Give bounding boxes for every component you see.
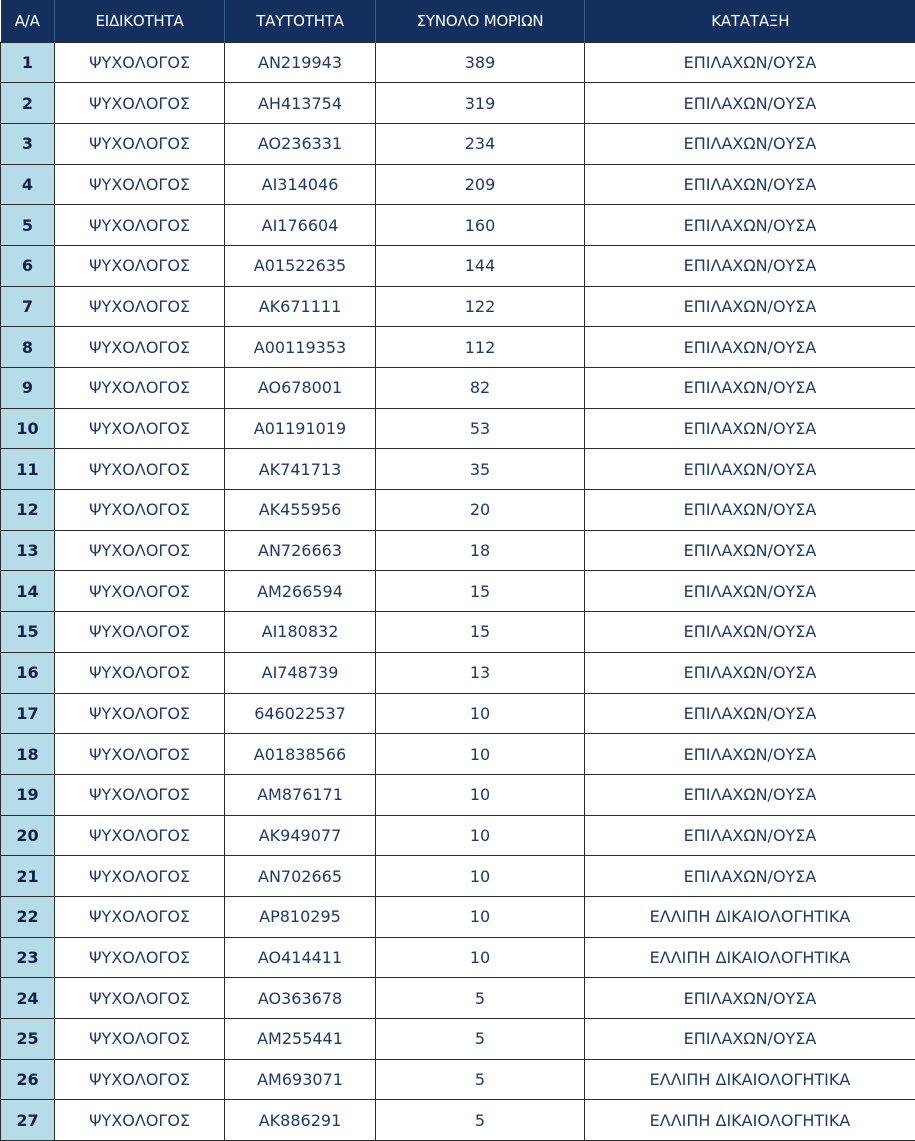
table-row: [1, 123, 915, 164]
cell-score: 10: [376, 774, 585, 815]
cell-score: 20: [376, 490, 585, 531]
cell-id: AI748739: [225, 652, 376, 693]
cell-rank: ΕΠΙΛΑΧΩΝ/ΟΥΣΑ: [585, 123, 915, 164]
cell-score: 209: [376, 164, 585, 205]
cell-id: 646022537: [225, 693, 376, 734]
cell-score: 10: [376, 693, 585, 734]
cell-aa: 16: [1, 652, 55, 693]
cell-id: AP810295: [225, 896, 376, 937]
cell-id: AO363678: [225, 978, 376, 1019]
cell-score: 15: [376, 612, 585, 653]
cell-specialty: ΨΥΧΟΛΟΓΟΣ: [55, 449, 225, 490]
table-row: [1, 408, 915, 449]
cell-rank: ΕΠΙΛΑΧΩΝ/ΟΥΣΑ: [585, 652, 915, 693]
cell-specialty: ΨΥΧΟΛΟΓΟΣ: [55, 571, 225, 612]
cell-score: 144: [376, 245, 585, 286]
cell-rank: ΕΠΙΛΑΧΩΝ/ΟΥΣΑ: [585, 327, 915, 368]
cell-score: 10: [376, 856, 585, 897]
table-header: [1, 0, 915, 42]
header-score: ΣΥΝΟΛΟ ΜΟΡΙΩΝ: [376, 0, 585, 42]
cell-aa: 1: [1, 42, 55, 83]
cell-score: 13: [376, 652, 585, 693]
cell-id: AH413754: [225, 83, 376, 124]
header-aa: Α/Α: [1, 0, 55, 42]
cell-id: A01522635: [225, 245, 376, 286]
cell-id: AI176604: [225, 205, 376, 246]
cell-specialty: ΨΥΧΟΛΟΓΟΣ: [55, 83, 225, 124]
cell-aa: 24: [1, 978, 55, 1019]
cell-specialty: ΨΥΧΟΛΟΓΟΣ: [55, 774, 225, 815]
cell-specialty: ΨΥΧΟΛΟΓΟΣ: [55, 205, 225, 246]
table-row: [1, 1059, 915, 1100]
header-rank: ΚΑΤΑΤΑΞΗ: [585, 0, 915, 42]
cell-score: 35: [376, 449, 585, 490]
cell-rank: ΕΠΙΛΑΧΩΝ/ΟΥΣΑ: [585, 205, 915, 246]
cell-aa: 22: [1, 896, 55, 937]
header-id: ΤΑΥΤΟΤΗΤΑ: [225, 0, 376, 42]
cell-aa: 27: [1, 1100, 55, 1141]
cell-score: 82: [376, 368, 585, 409]
cell-aa: 19: [1, 774, 55, 815]
cell-specialty: ΨΥΧΟΛΟΓΟΣ: [55, 286, 225, 327]
cell-id: AO236331: [225, 123, 376, 164]
cell-specialty: ΨΥΧΟΛΟΓΟΣ: [55, 1019, 225, 1060]
cell-specialty: ΨΥΧΟΛΟΓΟΣ: [55, 937, 225, 978]
cell-score: 53: [376, 408, 585, 449]
table-row: [1, 856, 915, 897]
table-row: [1, 42, 915, 83]
cell-score: 319: [376, 83, 585, 124]
table-row: [1, 612, 915, 653]
table-body: [1, 42, 915, 1141]
cell-aa: 9: [1, 368, 55, 409]
cell-specialty: ΨΥΧΟΛΟΓΟΣ: [55, 896, 225, 937]
cell-specialty: ΨΥΧΟΛΟΓΟΣ: [55, 368, 225, 409]
cell-rank: ΕΠΙΛΑΧΩΝ/ΟΥΣΑ: [585, 245, 915, 286]
cell-rank: ΕΠΙΛΑΧΩΝ/ΟΥΣΑ: [585, 42, 915, 83]
table-row: [1, 937, 915, 978]
cell-rank: ΕΠΙΛΑΧΩΝ/ΟΥΣΑ: [585, 856, 915, 897]
cell-score: 5: [376, 1019, 585, 1060]
table-row: [1, 896, 915, 937]
cell-id: AK455956: [225, 490, 376, 531]
cell-aa: 15: [1, 612, 55, 653]
cell-aa: 7: [1, 286, 55, 327]
table-row: [1, 1019, 915, 1060]
cell-specialty: ΨΥΧΟΛΟΓΟΣ: [55, 490, 225, 531]
cell-aa: 26: [1, 1059, 55, 1100]
cell-rank: ΕΠΙΛΑΧΩΝ/ΟΥΣΑ: [585, 774, 915, 815]
cell-score: 18: [376, 530, 585, 571]
cell-id: AM693071: [225, 1059, 376, 1100]
cell-score: 10: [376, 937, 585, 978]
cell-rank: ΕΠΙΛΑΧΩΝ/ΟΥΣΑ: [585, 978, 915, 1019]
table-row: [1, 368, 915, 409]
cell-aa: 20: [1, 815, 55, 856]
table-row: [1, 774, 915, 815]
cell-specialty: ΨΥΧΟΛΟΓΟΣ: [55, 164, 225, 205]
cell-id: AK671111: [225, 286, 376, 327]
cell-score: 10: [376, 815, 585, 856]
cell-specialty: ΨΥΧΟΛΟΓΟΣ: [55, 1059, 225, 1100]
cell-rank: ΕΠΙΛΑΧΩΝ/ΟΥΣΑ: [585, 530, 915, 571]
cell-specialty: ΨΥΧΟΛΟΓΟΣ: [55, 245, 225, 286]
cell-score: 10: [376, 896, 585, 937]
cell-id: AI180832: [225, 612, 376, 653]
table-row: [1, 652, 915, 693]
cell-specialty: ΨΥΧΟΛΟΓΟΣ: [55, 327, 225, 368]
table-row: [1, 530, 915, 571]
table-row: [1, 449, 915, 490]
cell-score: 122: [376, 286, 585, 327]
cell-specialty: ΨΥΧΟΛΟΓΟΣ: [55, 652, 225, 693]
cell-specialty: ΨΥΧΟΛΟΓΟΣ: [55, 42, 225, 83]
cell-aa: 14: [1, 571, 55, 612]
cell-score: 234: [376, 123, 585, 164]
cell-rank: ΕΠΙΛΑΧΩΝ/ΟΥΣΑ: [585, 368, 915, 409]
cell-aa: 3: [1, 123, 55, 164]
table-row: [1, 83, 915, 124]
cell-score: 389: [376, 42, 585, 83]
cell-aa: 23: [1, 937, 55, 978]
cell-aa: 17: [1, 693, 55, 734]
cell-id: AK886291: [225, 1100, 376, 1141]
cell-specialty: ΨΥΧΟΛΟΓΟΣ: [55, 123, 225, 164]
cell-specialty: ΨΥΧΟΛΟΓΟΣ: [55, 978, 225, 1019]
table-row: [1, 164, 915, 205]
cell-id: AN726663: [225, 530, 376, 571]
cell-rank: ΕΠΙΛΑΧΩΝ/ΟΥΣΑ: [585, 1019, 915, 1060]
cell-aa: 5: [1, 205, 55, 246]
cell-aa: 8: [1, 327, 55, 368]
cell-id: AK741713: [225, 449, 376, 490]
table-row: [1, 693, 915, 734]
cell-aa: 4: [1, 164, 55, 205]
cell-aa: 13: [1, 530, 55, 571]
cell-score: 15: [376, 571, 585, 612]
cell-aa: 12: [1, 490, 55, 531]
cell-id: AM266594: [225, 571, 376, 612]
cell-rank: ΕΠΙΛΑΧΩΝ/ΟΥΣΑ: [585, 693, 915, 734]
cell-id: AK949077: [225, 815, 376, 856]
table-row: [1, 327, 915, 368]
table-row: [1, 978, 915, 1019]
header-row: [1, 0, 915, 42]
cell-aa: 10: [1, 408, 55, 449]
table-row: [1, 490, 915, 531]
cell-score: 160: [376, 205, 585, 246]
table-row: [1, 1100, 915, 1141]
cell-score: 112: [376, 327, 585, 368]
cell-aa: 25: [1, 1019, 55, 1060]
cell-specialty: ΨΥΧΟΛΟΓΟΣ: [55, 856, 225, 897]
cell-rank: ΕΠΙΛΑΧΩΝ/ΟΥΣΑ: [585, 734, 915, 775]
cell-rank: ΕΠΙΛΑΧΩΝ/ΟΥΣΑ: [585, 571, 915, 612]
cell-aa: 18: [1, 734, 55, 775]
cell-score: 10: [376, 734, 585, 775]
cell-score: 5: [376, 978, 585, 1019]
cell-id: A01191019: [225, 408, 376, 449]
cell-rank: ΕΛΛΙΠΗ ΔΙΚΑΙΟΛΟΓΗΤΙΚΑ: [585, 896, 915, 937]
table-row: [1, 815, 915, 856]
cell-specialty: ΨΥΧΟΛΟΓΟΣ: [55, 612, 225, 653]
cell-aa: 2: [1, 83, 55, 124]
cell-rank: ΕΠΙΛΑΧΩΝ/ΟΥΣΑ: [585, 449, 915, 490]
cell-specialty: ΨΥΧΟΛΟΓΟΣ: [55, 734, 225, 775]
cell-rank: ΕΠΙΛΑΧΩΝ/ΟΥΣΑ: [585, 815, 915, 856]
cell-rank: ΕΠΙΛΑΧΩΝ/ΟΥΣΑ: [585, 490, 915, 531]
cell-specialty: ΨΥΧΟΛΟΓΟΣ: [55, 408, 225, 449]
cell-rank: ΕΠΙΛΑΧΩΝ/ΟΥΣΑ: [585, 286, 915, 327]
cell-id: A00119353: [225, 327, 376, 368]
cell-aa: 11: [1, 449, 55, 490]
table-row: [1, 571, 915, 612]
table-row: [1, 286, 915, 327]
cell-id: AN219943: [225, 42, 376, 83]
cell-id: AM255441: [225, 1019, 376, 1060]
cell-aa: 6: [1, 245, 55, 286]
cell-id: AO414411: [225, 937, 376, 978]
table-row: [1, 245, 915, 286]
cell-rank: ΕΠΙΛΑΧΩΝ/ΟΥΣΑ: [585, 612, 915, 653]
cell-rank: ΕΛΛΙΠΗ ΔΙΚΑΙΟΛΟΓΗΤΙΚΑ: [585, 1100, 915, 1141]
cell-id: AO678001: [225, 368, 376, 409]
cell-id: A01838566: [225, 734, 376, 775]
cell-rank: ΕΠΙΛΑΧΩΝ/ΟΥΣΑ: [585, 164, 915, 205]
cell-specialty: ΨΥΧΟΛΟΓΟΣ: [55, 1100, 225, 1141]
cell-score: 5: [376, 1059, 585, 1100]
cell-rank: ΕΛΛΙΠΗ ΔΙΚΑΙΟΛΟΓΗΤΙΚΑ: [585, 937, 915, 978]
table-row: [1, 734, 915, 775]
header-specialty: ΕΙΔΙΚΟΤΗΤΑ: [55, 0, 225, 42]
cell-aa: 21: [1, 856, 55, 897]
cell-id: AN702665: [225, 856, 376, 897]
cell-specialty: ΨΥΧΟΛΟΓΟΣ: [55, 815, 225, 856]
table-row: [1, 205, 915, 246]
cell-rank: ΕΛΛΙΠΗ ΔΙΚΑΙΟΛΟΓΗΤΙΚΑ: [585, 1059, 915, 1100]
cell-specialty: ΨΥΧΟΛΟΓΟΣ: [55, 530, 225, 571]
cell-rank: ΕΠΙΛΑΧΩΝ/ΟΥΣΑ: [585, 83, 915, 124]
cell-id: AM876171: [225, 774, 376, 815]
cell-id: AI314046: [225, 164, 376, 205]
cell-rank: ΕΠΙΛΑΧΩΝ/ΟΥΣΑ: [585, 408, 915, 449]
cell-score: 5: [376, 1100, 585, 1141]
cell-specialty: ΨΥΧΟΛΟΓΟΣ: [55, 693, 225, 734]
